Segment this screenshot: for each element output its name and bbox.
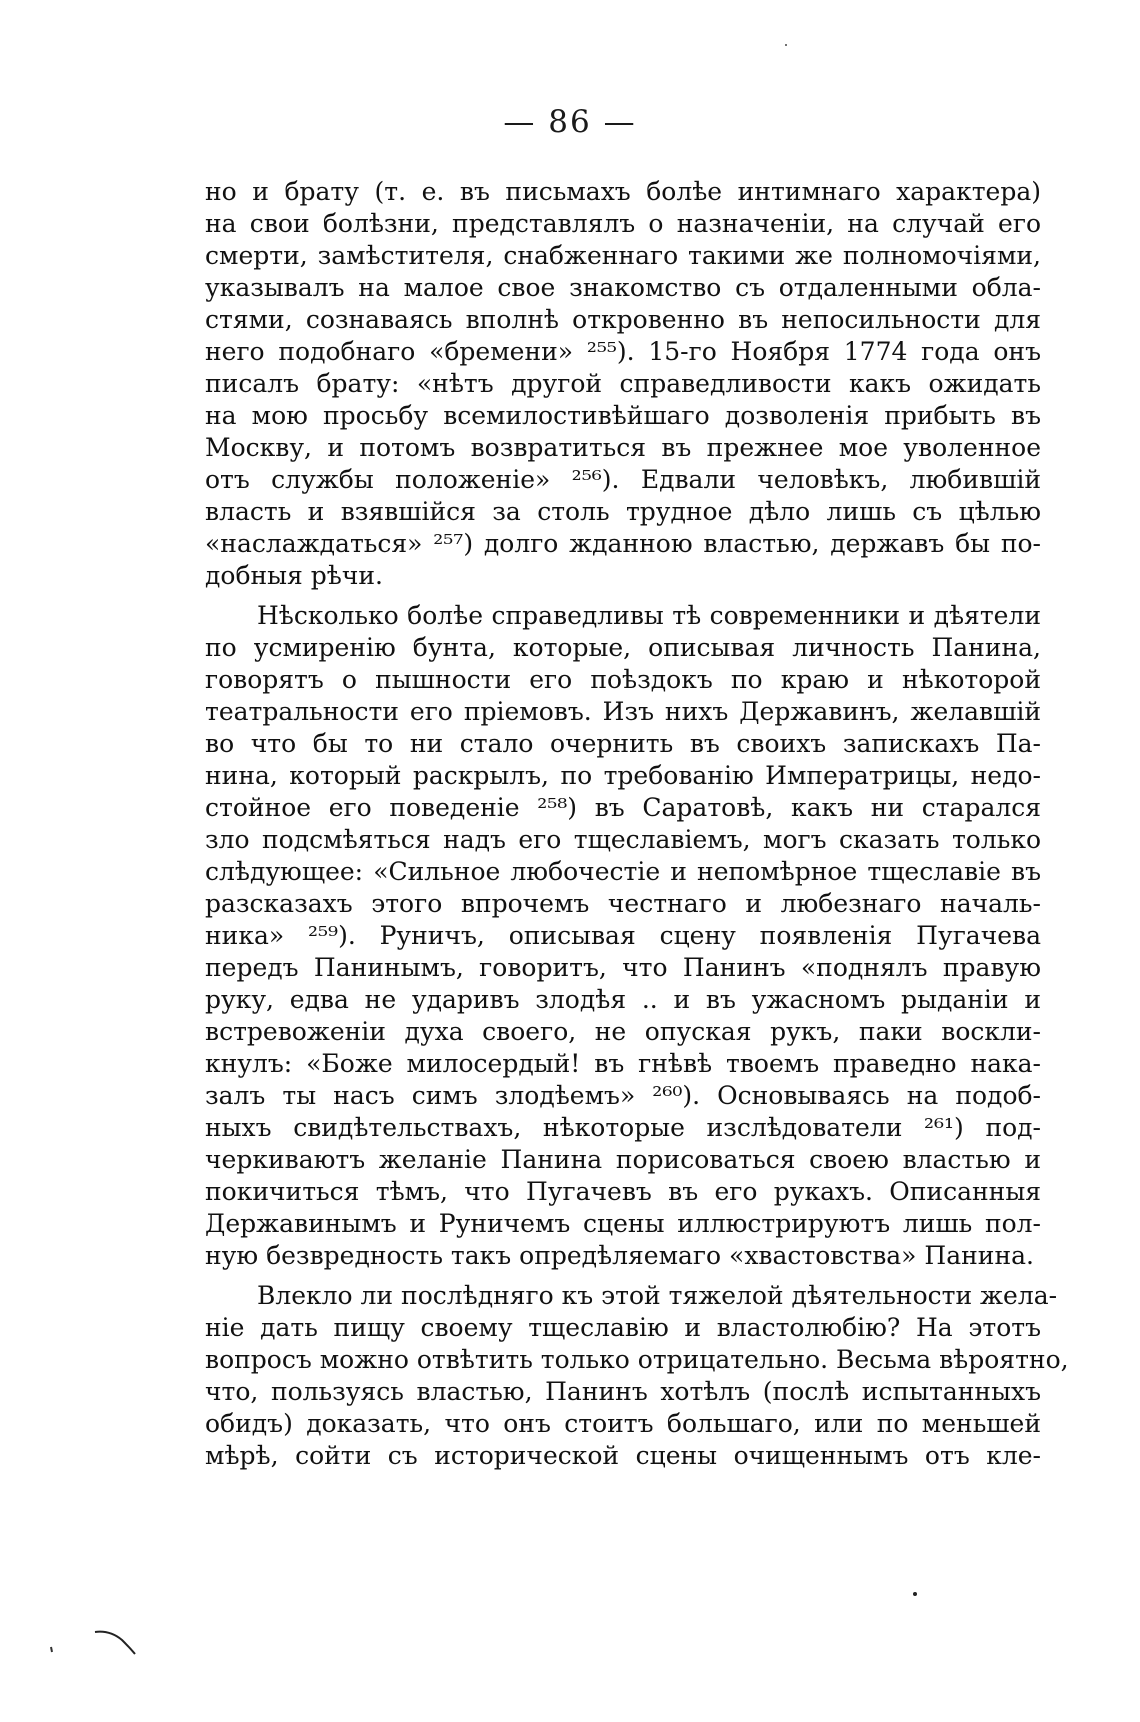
page-number-header: — 86 —: [503, 104, 637, 140]
text-line: по усмиренію бунта, которые, описывая личность Панина,: [205, 633, 1041, 662]
text-line: ніе дать пищу своему тщеславію и властолюбію? На этотъ: [205, 1313, 1041, 1342]
text-line: говорятъ о пышности его поѣздокъ по краю и нѣкоторой: [205, 665, 1041, 694]
scan-speck: [51, 1647, 52, 1652]
text-line: черкиваютъ желаніе Панина порисоваться своею властью и: [205, 1145, 1041, 1174]
text-line: стойное его поведеніе ²⁵⁸) въ Саратовѣ, какъ ни старался: [205, 793, 1041, 822]
text-line: но и брату (т. е. въ письмахъ болѣе интимнаго характера): [205, 177, 1041, 206]
text-line: нина, который раскрылъ, по требованію Императрицы, недо-: [205, 761, 1041, 790]
paragraph-start-line: Влекло ли послѣдняго къ этой тяжелой дѣятельности жела-: [257, 1281, 1058, 1310]
text-line: руку, едва не ударивъ злодѣя .. и въ ужасномъ рыданіи и: [205, 985, 1041, 1014]
text-line: писалъ брату: «нѣтъ другой справедливости какъ ожидать: [205, 369, 1041, 398]
paragraph-gap: [205, 592, 1041, 600]
text-line: на мою просьбу всемилостивѣйшаго дозволенія прибыть въ: [205, 401, 1041, 430]
text-line: власть и взявшійся за столь трудное дѣло лишь съ цѣлью: [205, 497, 1041, 526]
text-line: него подобнаго «бремени» ²⁵⁵). 15-го Ноября 1774 года онъ: [205, 337, 1041, 366]
text-line: указывалъ на малое свое знакомство съ отдаленными обла-: [205, 273, 1041, 302]
text-line: встревоженіи духа своего, не опуская рукъ, паки воскли-: [205, 1017, 1041, 1046]
text-line: разсказахъ этого впрочемъ честнаго и любезнаго началь-: [205, 889, 1041, 918]
text-line: слѣдующее: «Сильное любочестіе и непомѣрное тщеславіе въ: [205, 857, 1041, 886]
text-line: залъ ты насъ симъ злодѣемъ» ²⁶⁰). Основываясь на подоб-: [205, 1081, 1041, 1110]
text-line: вопросъ можно отвѣтить только отрицательно. Весьма вѣроятно,: [205, 1345, 1069, 1374]
paragraph-end-line: ную безвредность такъ опредѣляемаго «хвастовства» Панина.: [205, 1241, 1034, 1270]
text-line: передъ Панинымъ, говоритъ, что Панинъ «поднялъ правую: [205, 953, 1041, 982]
page-body: [205, 176, 1069, 1472]
text-line: стями, сознаваясь вполнѣ откровенно въ непосильности для: [205, 305, 1041, 334]
text-line: что, пользуясь властью, Панинъ хотѣлъ (послѣ испытанныхъ: [205, 1377, 1041, 1406]
scan-speck: [95, 1632, 135, 1654]
text-line: мѣрѣ, сойти съ исторической сцены очищеннымъ отъ кле-: [205, 1441, 1041, 1470]
paragraph-start-line: Нѣсколько болѣе справедливы тѣ современники и дѣятели: [257, 601, 1041, 630]
text-line: ника» ²⁵⁹). Руничъ, описывая сцену появленія Пугачева: [205, 921, 1041, 950]
text-line: обидъ) доказать, что онъ стоитъ большаго, или по меньшей: [205, 1409, 1041, 1438]
text-line: на свои болѣзни, представлялъ о назначеніи, на случай его: [205, 209, 1041, 238]
text-line: театральности его пріемовъ. Изъ нихъ Державинъ, желавшій: [205, 697, 1041, 726]
text-line: ныхъ свидѣтельствахъ, нѣкоторые изслѣдователи ²⁶¹) под-: [205, 1113, 1041, 1142]
scan-speck: [785, 44, 787, 46]
text-line: смерти, замѣстителя, снабженнаго такими же полномочіями,: [205, 241, 1041, 270]
text-line: кнулъ: «Боже милосердый! въ гнѣвѣ твоемъ праведно нака-: [205, 1049, 1041, 1078]
paragraph-gap: [205, 1272, 1041, 1280]
text-line: Державинымъ и Руничемъ сцены иллюстрируютъ лишь пол-: [205, 1209, 1041, 1238]
text-line: зло подсмѣяться надъ его тщеславіемъ, могъ сказать только: [205, 825, 1041, 854]
text-line: «наслаждаться» ²⁵⁷) долго жданною властью, державъ бы по-: [205, 529, 1041, 558]
scan-speck: [913, 1592, 917, 1596]
text-line: Москву, и потомъ возвратиться въ прежнее мое уволенное: [205, 433, 1041, 462]
paragraph-end-line: добныя рѣчи.: [205, 561, 383, 590]
text-line: покичиться тѣмъ, что Пугачевъ въ его рукахъ. Описанныя: [205, 1177, 1041, 1206]
text-line: отъ службы положеніе» ²⁵⁶). Едвали человѣкъ, любившій: [205, 465, 1041, 494]
text-line: во что бы то ни стало очернить въ своихъ запискахъ Па-: [205, 729, 1041, 758]
